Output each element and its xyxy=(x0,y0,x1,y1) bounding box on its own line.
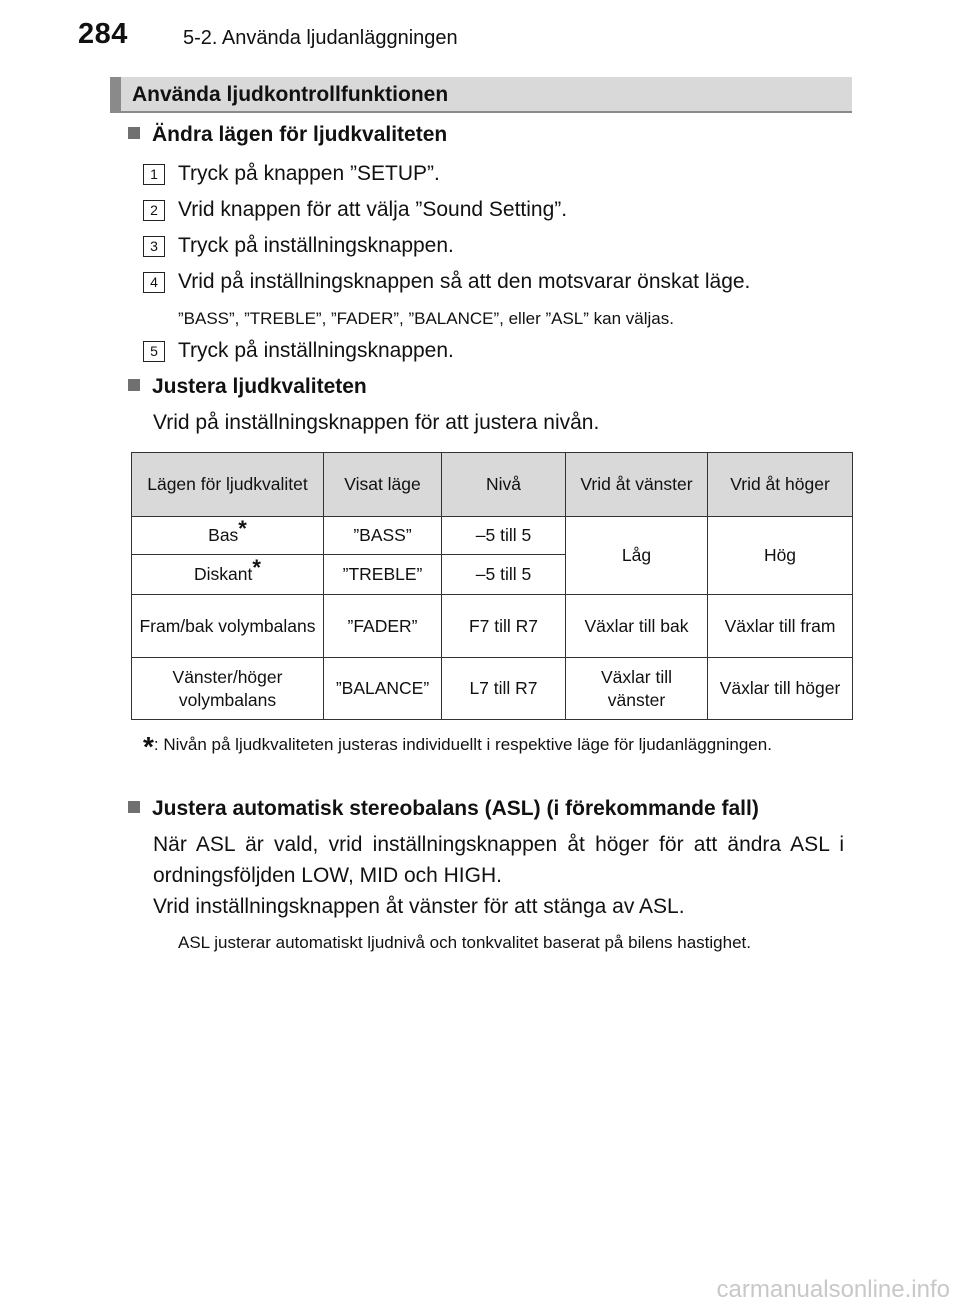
table-header-row xyxy=(132,453,853,517)
table-cell: Växlar till höger xyxy=(708,658,853,720)
table-cell: Växlar till vänster xyxy=(566,658,708,720)
square-bullet-icon xyxy=(128,801,140,813)
asl-note: ASL justerar automatiskt ljudnivå och tonkvalitet baserat på bilens hastighet. xyxy=(178,933,751,952)
sound-mode-table xyxy=(131,452,853,720)
square-bullet-icon xyxy=(128,127,140,139)
table-cell: –5 till 5 xyxy=(442,517,566,555)
step-text-3: Tryck på inställningsknappen. xyxy=(178,234,454,257)
subheading-asl xyxy=(128,797,759,821)
footnote-asterisk: * xyxy=(143,731,154,762)
table-cell: Växlar till fram xyxy=(708,595,853,658)
table-cell-merged-left: Låg xyxy=(566,517,708,595)
column-header: Vrid åt vänster xyxy=(566,453,708,517)
step-badge-2: 2 xyxy=(143,200,165,221)
table-cell: ”BALANCE” xyxy=(324,658,442,720)
step-badge-3: 3 xyxy=(143,236,165,257)
step-badge-1: 1 xyxy=(143,164,165,185)
subheading-text: Justera ljudkvaliteten xyxy=(152,375,367,398)
step-text-1: Tryck på knappen ”SETUP”. xyxy=(178,162,440,185)
watermark-text: carmanualsonline.info xyxy=(716,1276,950,1303)
page-number: 284 xyxy=(78,18,128,50)
table-cell: –5 till 5 xyxy=(442,555,566,595)
table-cell-mode: Diskant* xyxy=(132,555,324,595)
step-badge-4: 4 xyxy=(143,272,165,293)
asl-paragraph-1: När ASL är vald, vrid inställningsknappen åt höger för att ändra ASL i ordningsföljden LOW, MID och HIGH. xyxy=(153,833,844,887)
footnote-text: : Nivån på ljudkvaliteten justeras individuellt i respektive läge för ljudanläggningen. xyxy=(153,735,772,754)
asl-paragraph-2: Vrid inställningsknappen åt vänster för att stänga av ASL. xyxy=(153,895,685,918)
table-cell-mode: Fram/bak volymbalans xyxy=(132,595,324,658)
table-row xyxy=(132,595,853,658)
adjust-instruction: Vrid på inställningsknappen för att justera nivån. xyxy=(153,411,600,434)
table-cell: ”FADER” xyxy=(324,595,442,658)
section-title: Använda ljudkontrollfunktionen xyxy=(132,83,449,106)
table-cell: F7 till R7 xyxy=(442,595,566,658)
table-cell: L7 till R7 xyxy=(442,658,566,720)
section-heading-bar xyxy=(110,77,852,113)
column-header: Nivå xyxy=(442,453,566,517)
table-cell: ”TREBLE” xyxy=(324,555,442,595)
footnote xyxy=(143,727,843,762)
running-header: 5-2. Använda ljudanläggningen xyxy=(183,27,458,49)
column-header: Vrid åt höger xyxy=(708,453,853,517)
step-text-2: Vrid knappen för att välja ”Sound Setting”. xyxy=(178,198,568,221)
step-4-note: ”BASS”, ”TREBLE”, ”FADER”, ”BALANCE”, eller ”ASL” kan väljas. xyxy=(178,309,674,328)
table-cell-merged-right: Hög xyxy=(708,517,853,595)
square-bullet-icon xyxy=(128,379,140,391)
column-header: Visat läge xyxy=(324,453,442,517)
asterisk-mark: * xyxy=(238,516,247,542)
step-badge-5: 5 xyxy=(143,341,165,362)
column-header: Lägen för ljudkvalitet xyxy=(132,453,324,517)
table-row xyxy=(132,658,853,720)
table-cell: Växlar till bak xyxy=(566,595,708,658)
table-row xyxy=(132,517,853,555)
asterisk-mark: * xyxy=(252,555,261,581)
subheading-text: Justera automatisk stereobalans (ASL) (i förekommande fall) xyxy=(152,797,759,820)
subheading-change-modes xyxy=(128,123,447,147)
table-cell: ”BASS” xyxy=(324,517,442,555)
step-text-5: Tryck på inställningsknappen. xyxy=(178,339,454,362)
step-text-4: Vrid på inställningsknappen så att den motsvarar önskat läge. xyxy=(178,270,751,293)
subheading-text: Ändra lägen för ljudkvaliteten xyxy=(152,123,448,146)
table-cell-mode: Bas* xyxy=(132,517,324,555)
table-cell-mode: Vänster/höger volymbalans xyxy=(132,658,324,720)
subheading-adjust-quality xyxy=(128,375,367,399)
